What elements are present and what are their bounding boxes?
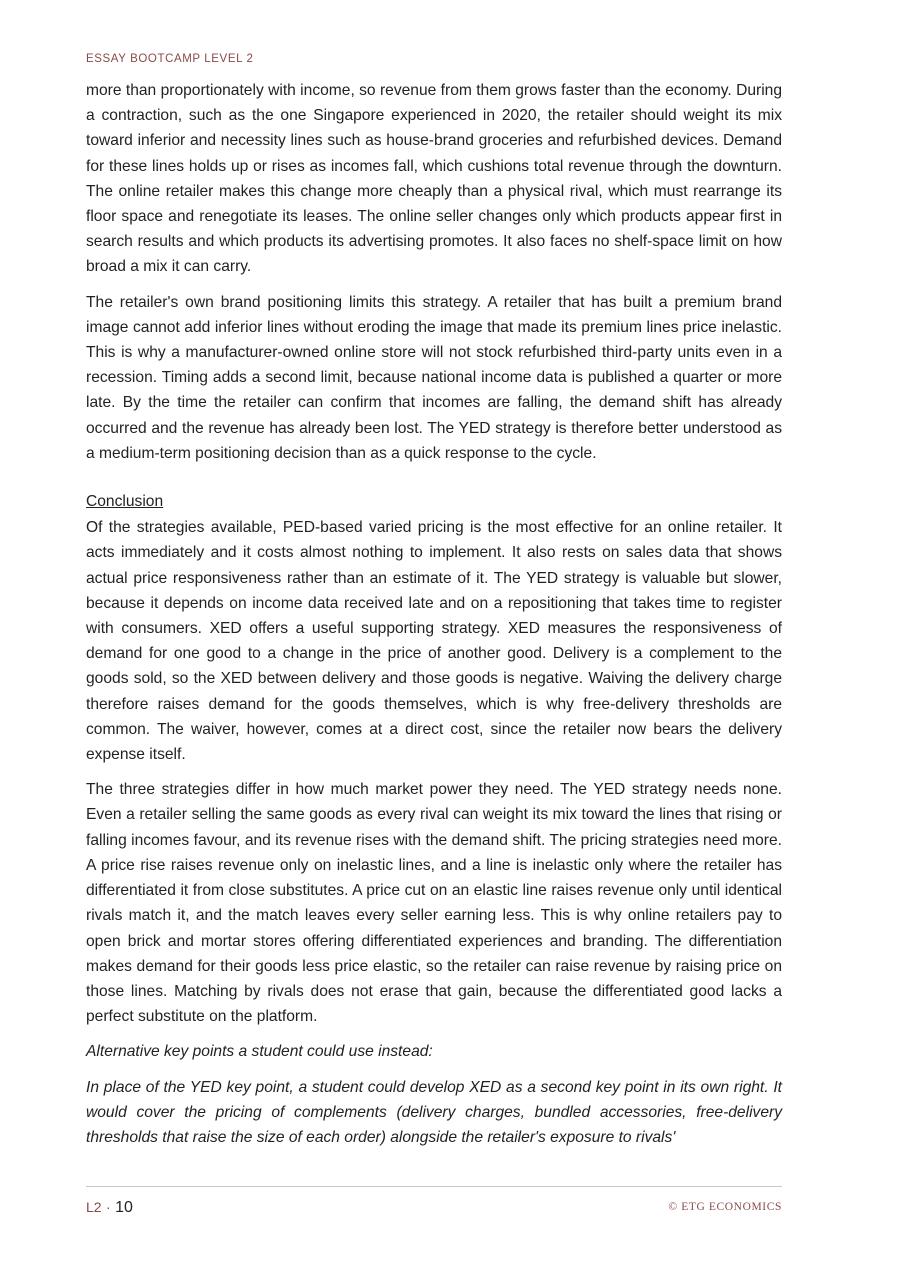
page-number <box>86 1199 133 1217</box>
running-header: ESSAY BOOTCAMP LEVEL 2 <box>86 53 254 65</box>
page-number-value: 10 <box>115 1199 133 1216</box>
conclusion-heading: Conclusion <box>86 493 164 511</box>
paragraph: more than proportionately with income, so revenue from them grows faster than the economy. During a contraction, such as the one Singapore experienced in 2020, the retailer should weight its mix toward inferior and necessity lines such as house-brand groceries and refurbished devices. Demand for these lines holds up or rises as incomes fall, which cushions total revenue through the downturn. The online retailer makes this change more cheaply than a physical rival, which must rearrange its floor space and renegotiate its leases. The online seller changes only which products appear first in search results and which products its advertising promotes. It also faces no shelf-space limit on how broad a mix it can carry. <box>86 82 782 276</box>
copyright-notice: © ETG ECONOMICS <box>668 1201 782 1213</box>
footer-divider <box>86 1186 782 1187</box>
separator: · <box>106 1199 111 1215</box>
paragraph: In place of the YED key point, a student could develop XED as a second key point in its own right. It would cover the pricing of complements (delivery charges, bundled accessories, free-delivery thresholds that raise the size of each order) alongside the retailer's exposure to rivals' <box>86 1078 782 1146</box>
essay-body <box>86 78 782 1160</box>
paragraph: Of the strategies available, PED-based varied pricing is the most effective for an online retailer. It acts immediately and it costs almost nothing to implement. It also rests on sales data that shows actual price responsiveness rather than an estimate of it. The YED strategy is valuable but slower, because it depends on income data received late and on a repositioning that takes time to register with consumers. XED offers a useful supporting strategy. XED measures the responsiveness of demand for one good to a change in the price of another good. Delivery is a complement to the goods sold, so the XED between delivery and those goods is negative. Waiving the delivery charge therefore raises demand for the goods themselves, which is why free-delivery thresholds are common. The waiver, however, comes at a direct cost, since the retailer now bears the delivery expense itself. <box>86 519 782 764</box>
paragraph: The retailer's own brand positioning limits this strategy. A retailer that has built a premium brand image cannot add inferior lines without eroding the image that made its premium lines price inelastic. This is why a manufacturer-owned online store will not stock refurbished third-party units even in a recession. Timing adds a second limit, because national income data is published a quarter or more late. By the time the retailer can confirm that incomes are falling, the demand shift has already occurred and the revenue has already been lost. The YED strategy is therefore better understood as a medium-term positioning decision than as a quick response to the cycle. <box>86 293 782 462</box>
alternative-points-intro: Alternative key points a student could use instead: <box>86 1043 433 1061</box>
paragraph: The three strategies differ in how much market power they need. The YED strategy needs none. Even a retailer selling the same goods as every rival can weight its mix toward the lines that rising or falling incomes favour, and its revenue rises with the demand shift. The pricing strategies need more. A price rise raises revenue only on inelastic lines, and a line is inelastic only where the retailer has differentiated it from close substitutes. A price cut on an elastic line raises revenue only until identical rivals match it, and the match leaves every seller earning less. This is why online retailers pay to open brick and mortar stores offering differentiated experiences and branding. The differentiation makes demand for their goods less price elastic, so the retailer can raise revenue by raising price on those lines. Matching by rivals does not erase that gain, because the differentiated good lacks a perfect substitute on the platform. <box>86 781 782 1026</box>
level-label: L2 <box>86 1199 102 1215</box>
